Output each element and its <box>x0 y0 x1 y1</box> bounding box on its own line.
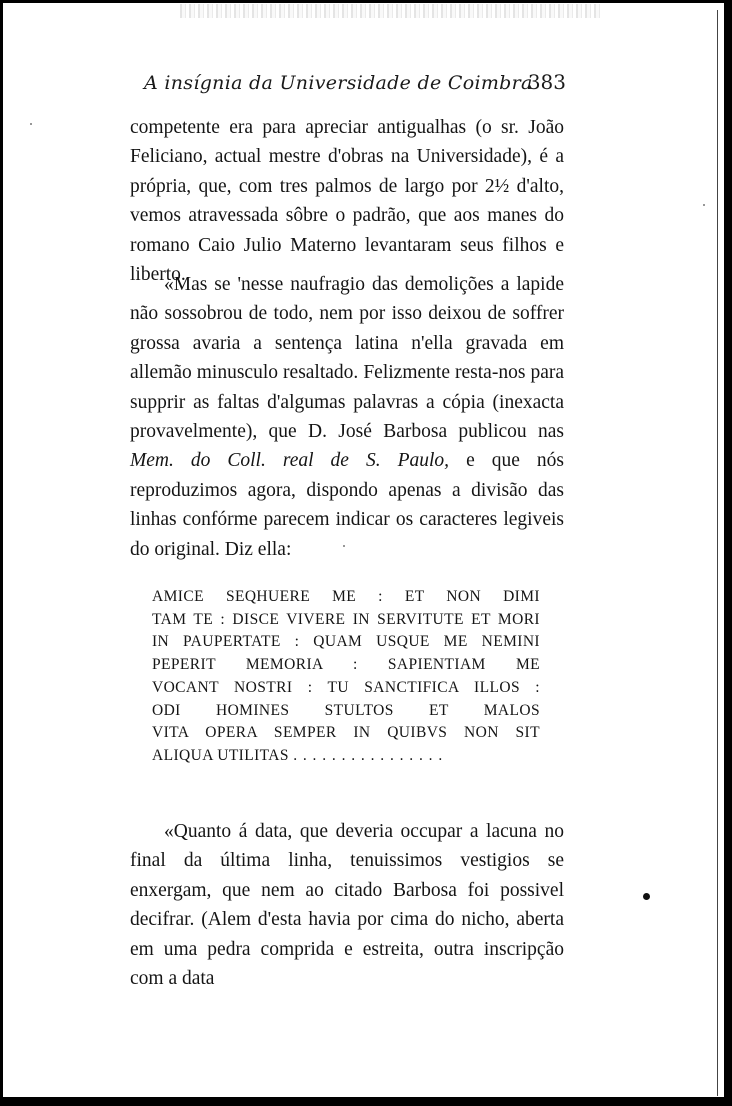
ink-speck <box>643 893 650 900</box>
page-edge-shadow <box>717 10 718 1096</box>
inscription-line: PEPERIT MEMORIA : SAPIENTIAM ME <box>152 656 540 674</box>
paragraph-data: «Quanto á data, que deveria occupar a lacuna no final da última linha, tenuissimos vestigios se enxergam, que nem ao citado Barbosa foi possivel decifrar. (Alem d'esta havia por cima do nicho, aberta em uma pedra comprida e estreita, outra inscripção com a data <box>130 821 564 990</box>
dust-mark <box>30 123 32 125</box>
inscription-last-text: ALIQUA UTILITAS <box>152 746 289 764</box>
running-title: A insígnia da Universidade de Coimbra <box>144 72 533 94</box>
scan-border-left <box>0 0 3 1106</box>
inscription-line: VOCANT NOSTRI : TU SANCTIFICA ILLOS : <box>152 678 540 696</box>
inscription-line: VITA OPERA SEMPER IN QUIBVS NON SIT <box>152 724 540 742</box>
inscription-line: TAM TE : DISCE VIVERE IN SERVITUTE ET MORI <box>152 610 540 628</box>
paragraph-lapide <box>130 270 564 564</box>
paragraph-continuation: competente era para apreciar antigualhas (o sr. João Feliciano, actual mestre d'obras na Universidade), é a própria, que, com tres palmos de largo por 2½ d'alto, vemos atravessada sôbre o padrão, que aos manes do romano Caio Julio Materno levantaram seus filhos e liberto. <box>130 117 564 286</box>
page-number: 383 <box>527 70 566 94</box>
cited-work-title: Mem. do Coll. real de S. Paulo, <box>130 450 450 472</box>
inscription-lacuna-dots: ................ <box>293 746 449 764</box>
scan-border-right <box>724 0 732 1106</box>
dust-mark <box>703 204 705 206</box>
scan-noise <box>180 4 600 18</box>
inscription-line: ODI HOMINES STULTOS ET MALOS <box>152 701 540 719</box>
inscription-line: AMICE SEQHUERE ME : ET NON DIMI <box>152 588 540 605</box>
scan-border-bottom <box>0 1097 732 1106</box>
paragraph-lapide-tail: e que nós reproduzimos agora, dispondo apenas a divisão das linhas confórme parecem indicar os caracteres legiveis do original. Diz ella: <box>130 450 564 560</box>
latin-inscription <box>152 586 540 768</box>
running-header <box>128 70 566 100</box>
paragraph-lapide-text: «Mas se 'nesse naufragio das demolições a lapide não sossobrou de todo, nem por isso deixou de soffrer grossa avaria a sentença latina n'ella gravada em allemão minusculo resaltado. Felizmente resta-nos para supprir as faltas d'algumas palavras a cópia (inexacta provavelmente), que D. José Barbosa publicou nas <box>130 274 564 443</box>
dust-mark <box>343 545 345 547</box>
inscription-line: IN PAUPERTATE : QUAM USQUE ME NEMINI <box>152 633 540 651</box>
scan-border-top <box>0 0 732 3</box>
inscription-last-line <box>152 745 540 768</box>
